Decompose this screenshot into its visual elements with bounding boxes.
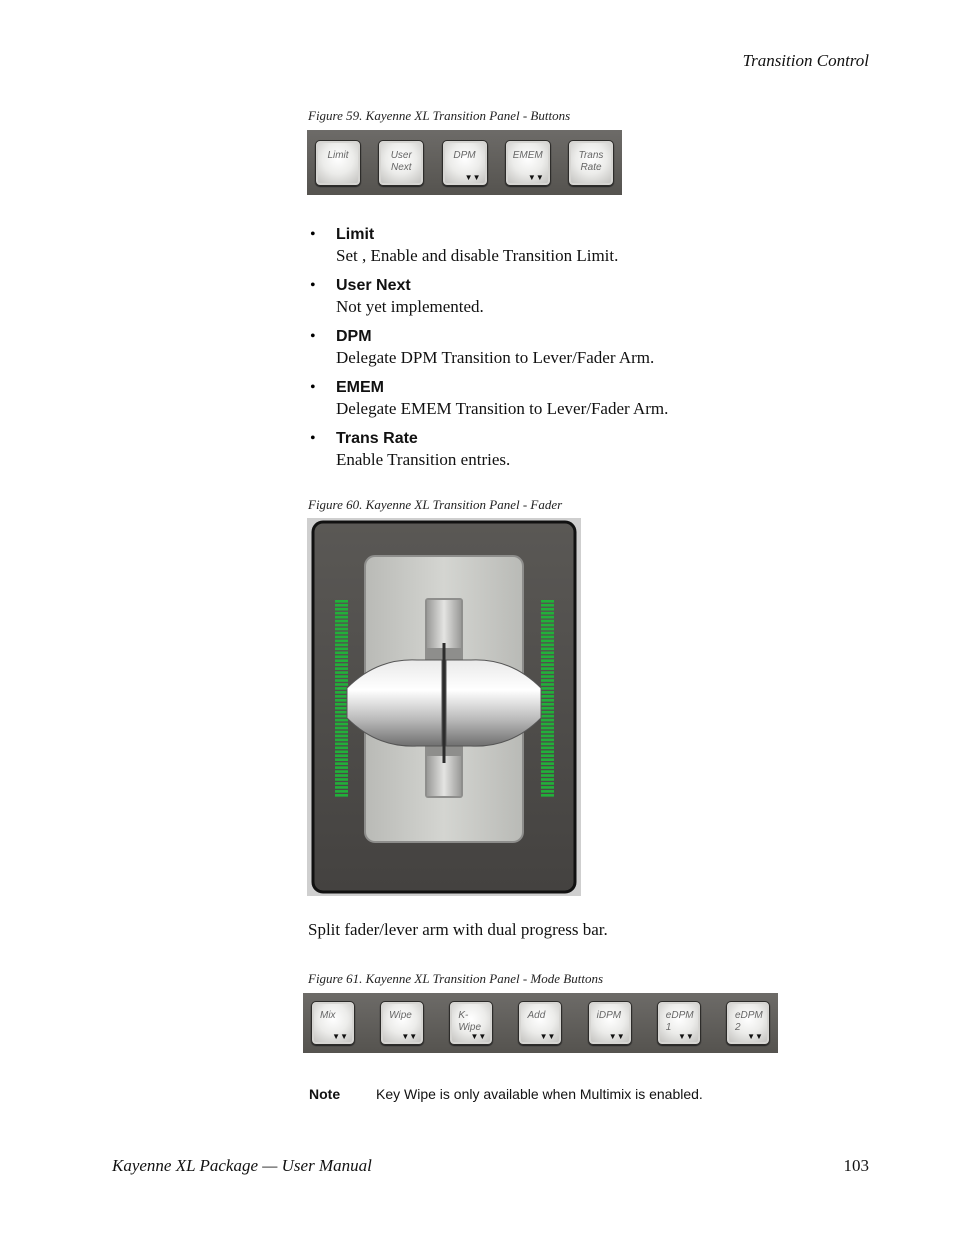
progress-segment xyxy=(335,632,348,635)
progress-segment xyxy=(335,747,348,750)
progress-segment xyxy=(541,739,554,742)
button-description-list xyxy=(308,225,868,480)
double-arrow-icon: ▼▼ xyxy=(677,1032,694,1041)
double-arrow-icon: ▼▼ xyxy=(464,172,481,182)
list-item xyxy=(308,378,868,419)
progress-segment xyxy=(335,703,348,706)
progress-segment xyxy=(541,659,554,662)
progress-segment xyxy=(541,655,554,658)
progress-segment xyxy=(541,632,554,635)
progress-segment xyxy=(541,636,554,639)
progress-segment xyxy=(541,790,554,793)
progress-segment xyxy=(335,620,348,623)
item-description: Delegate EMEM Transition to Lever/Fader Arm. xyxy=(336,399,669,418)
progress-segment xyxy=(541,604,554,607)
progress-segment xyxy=(541,794,554,797)
item-description: Enable Transition entries. xyxy=(336,450,511,469)
double-arrow-icon: ▼▼ xyxy=(539,1032,556,1041)
button-label: eDPM xyxy=(665,1010,694,1021)
progress-segment xyxy=(541,743,554,746)
edpm-1-button xyxy=(657,1001,701,1045)
progress-segment xyxy=(335,727,348,730)
progress-segment xyxy=(541,651,554,654)
progress-segment xyxy=(541,766,554,769)
limit-button xyxy=(315,140,361,186)
progress-segment xyxy=(335,743,348,746)
progress-segment xyxy=(335,774,348,777)
progress-segment xyxy=(541,703,554,706)
progress-segment xyxy=(541,691,554,694)
progress-segment xyxy=(335,707,348,710)
progress-segment xyxy=(541,711,554,714)
progress-segment xyxy=(541,715,554,718)
item-term: Limit xyxy=(336,226,375,243)
double-arrow-icon: ▼▼ xyxy=(747,1032,763,1041)
progress-segment xyxy=(541,608,554,611)
progress-segment xyxy=(335,651,348,654)
progress-segment xyxy=(335,675,348,678)
button-label: DPM xyxy=(453,149,476,161)
progress-segment xyxy=(541,750,554,753)
mix-button xyxy=(311,1001,355,1045)
progress-segment xyxy=(541,679,554,682)
progress-segment xyxy=(335,624,348,627)
progress-segment xyxy=(541,735,554,738)
progress-segment xyxy=(335,715,348,718)
note-label: Note xyxy=(309,1086,341,1102)
item-term: Trans Rate xyxy=(336,430,418,447)
progress-segment xyxy=(335,608,348,611)
progress-segment xyxy=(541,600,554,603)
button-label: eDPM xyxy=(734,1010,763,1021)
trans-rate-button xyxy=(568,140,614,186)
progress-segment xyxy=(335,636,348,639)
progress-segment xyxy=(541,640,554,643)
item-description: Delegate DPM Transition to Lever/Fader Arm. xyxy=(336,348,655,367)
list-item xyxy=(308,429,868,470)
item-description: Set , Enable and disable Transition Limit. xyxy=(336,246,619,265)
bullet: • xyxy=(310,379,316,396)
progress-segment xyxy=(335,695,348,698)
progress-segment xyxy=(335,659,348,662)
footer-manual-title: Kayenne XL Package — User Manual xyxy=(112,1156,372,1175)
progress-segment xyxy=(335,644,348,647)
progress-segment xyxy=(541,774,554,777)
bullet: • xyxy=(310,226,316,243)
progress-segment xyxy=(335,648,348,651)
bullet: • xyxy=(310,328,316,345)
progress-segment xyxy=(335,711,348,714)
progress-segment xyxy=(335,794,348,797)
double-arrow-icon: ▼▼ xyxy=(527,172,544,182)
button-label: Add xyxy=(527,1010,546,1021)
running-head: Transition Control xyxy=(742,51,869,70)
button-label: Trans xyxy=(578,149,604,161)
transition-buttons-figure xyxy=(307,130,622,195)
figure-60-caption: Figure 60. Kayenne XL Transition Panel - Fader xyxy=(308,497,563,512)
button-label: iDPM xyxy=(596,1010,622,1021)
button-label: Limit xyxy=(327,149,349,161)
button-label: Wipe xyxy=(389,1010,412,1021)
button-label: User xyxy=(390,149,412,161)
list-item xyxy=(308,327,868,368)
progress-segment xyxy=(541,628,554,631)
progress-segment xyxy=(335,683,348,686)
edpm-2-button xyxy=(726,1001,770,1045)
double-arrow-icon: ▼▼ xyxy=(608,1032,625,1041)
progress-segment xyxy=(541,762,554,765)
progress-segment xyxy=(335,687,348,690)
item-term: DPM xyxy=(336,328,372,345)
progress-segment xyxy=(541,624,554,627)
progress-segment xyxy=(335,667,348,670)
progress-segment xyxy=(335,723,348,726)
progress-segment xyxy=(541,758,554,761)
fader-figure xyxy=(307,518,581,896)
progress-segment xyxy=(335,600,348,603)
add-button xyxy=(518,1001,562,1045)
item-description: Not yet implemented. xyxy=(336,297,484,316)
progress-segment xyxy=(541,675,554,678)
progress-segment xyxy=(335,754,348,757)
page-number: 103 xyxy=(843,1156,869,1175)
progress-segment xyxy=(541,612,554,615)
item-term: User Next xyxy=(336,277,411,294)
progress-segment xyxy=(335,719,348,722)
progress-segment xyxy=(335,699,348,702)
progress-segment xyxy=(335,739,348,742)
progress-segment xyxy=(541,667,554,670)
button-label: 1 xyxy=(665,1022,672,1033)
progress-segment xyxy=(335,735,348,738)
bullet: • xyxy=(310,277,316,294)
progress-segment xyxy=(541,683,554,686)
progress-segment xyxy=(335,616,348,619)
progress-segment xyxy=(541,695,554,698)
wipe-button xyxy=(380,1001,424,1045)
progress-segment xyxy=(541,778,554,781)
progress-segment xyxy=(541,782,554,785)
progress-segment xyxy=(541,648,554,651)
progress-segment xyxy=(541,727,554,730)
double-arrow-icon: ▼▼ xyxy=(401,1032,418,1041)
progress-segment xyxy=(335,770,348,773)
button-label: Mix xyxy=(320,1010,336,1021)
progress-segment xyxy=(335,766,348,769)
list-item xyxy=(308,225,868,266)
fader-description: Split fader/lever arm with dual progress bar. xyxy=(308,920,608,939)
progress-segment xyxy=(335,691,348,694)
progress-segment xyxy=(541,747,554,750)
progress-segment xyxy=(335,782,348,785)
progress-segment xyxy=(335,750,348,753)
progress-segment xyxy=(541,699,554,702)
button-label: Wipe xyxy=(458,1022,482,1033)
double-arrow-icon: ▼▼ xyxy=(470,1032,487,1041)
button-label: Next xyxy=(390,161,412,173)
user-next-button xyxy=(378,140,424,186)
bullet: • xyxy=(310,430,316,447)
double-arrow-icon: ▼▼ xyxy=(332,1032,348,1041)
progress-segment xyxy=(335,604,348,607)
button-label: EMEM xyxy=(512,149,543,161)
progress-segment xyxy=(335,671,348,674)
progress-segment xyxy=(541,663,554,666)
progress-segment xyxy=(541,707,554,710)
progress-segment xyxy=(541,719,554,722)
progress-segment xyxy=(335,786,348,789)
dpm-button xyxy=(442,140,488,186)
progress-segment xyxy=(541,770,554,773)
progress-segment xyxy=(335,655,348,658)
button-label: K- xyxy=(458,1010,469,1021)
item-term: EMEM xyxy=(336,379,384,396)
progress-segment xyxy=(541,731,554,734)
progress-segment xyxy=(335,612,348,615)
progress-segment xyxy=(335,790,348,793)
button-label: 2 xyxy=(734,1022,741,1033)
progress-segment xyxy=(335,640,348,643)
figure-59-caption: Figure 59. Kayenne XL Transition Panel - Buttons xyxy=(308,108,571,123)
progress-segment xyxy=(541,671,554,674)
progress-segment xyxy=(335,762,348,765)
progress-segment xyxy=(335,731,348,734)
note-text: Key Wipe is only available when Multimix is enabled. xyxy=(376,1086,703,1102)
progress-segment xyxy=(541,687,554,690)
progress-segment xyxy=(335,778,348,781)
progress-segment xyxy=(541,723,554,726)
button-label: Rate xyxy=(580,161,602,173)
list-item xyxy=(308,276,868,317)
fader-slot-top xyxy=(427,600,461,648)
emem-button xyxy=(505,140,551,186)
progress-segment xyxy=(541,644,554,647)
progress-segment xyxy=(335,628,348,631)
progress-segment xyxy=(541,616,554,619)
idpm-button xyxy=(588,1001,632,1045)
figure-61-caption: Figure 61. Kayenne XL Transition Panel - Mode Buttons xyxy=(308,971,604,986)
k-wipe-button xyxy=(449,1001,493,1045)
mode-buttons-figure xyxy=(303,993,778,1053)
progress-segment xyxy=(335,679,348,682)
progress-segment xyxy=(335,758,348,761)
progress-segment xyxy=(541,620,554,623)
progress-segment xyxy=(335,663,348,666)
progress-segment xyxy=(541,754,554,757)
progress-segment xyxy=(541,786,554,789)
